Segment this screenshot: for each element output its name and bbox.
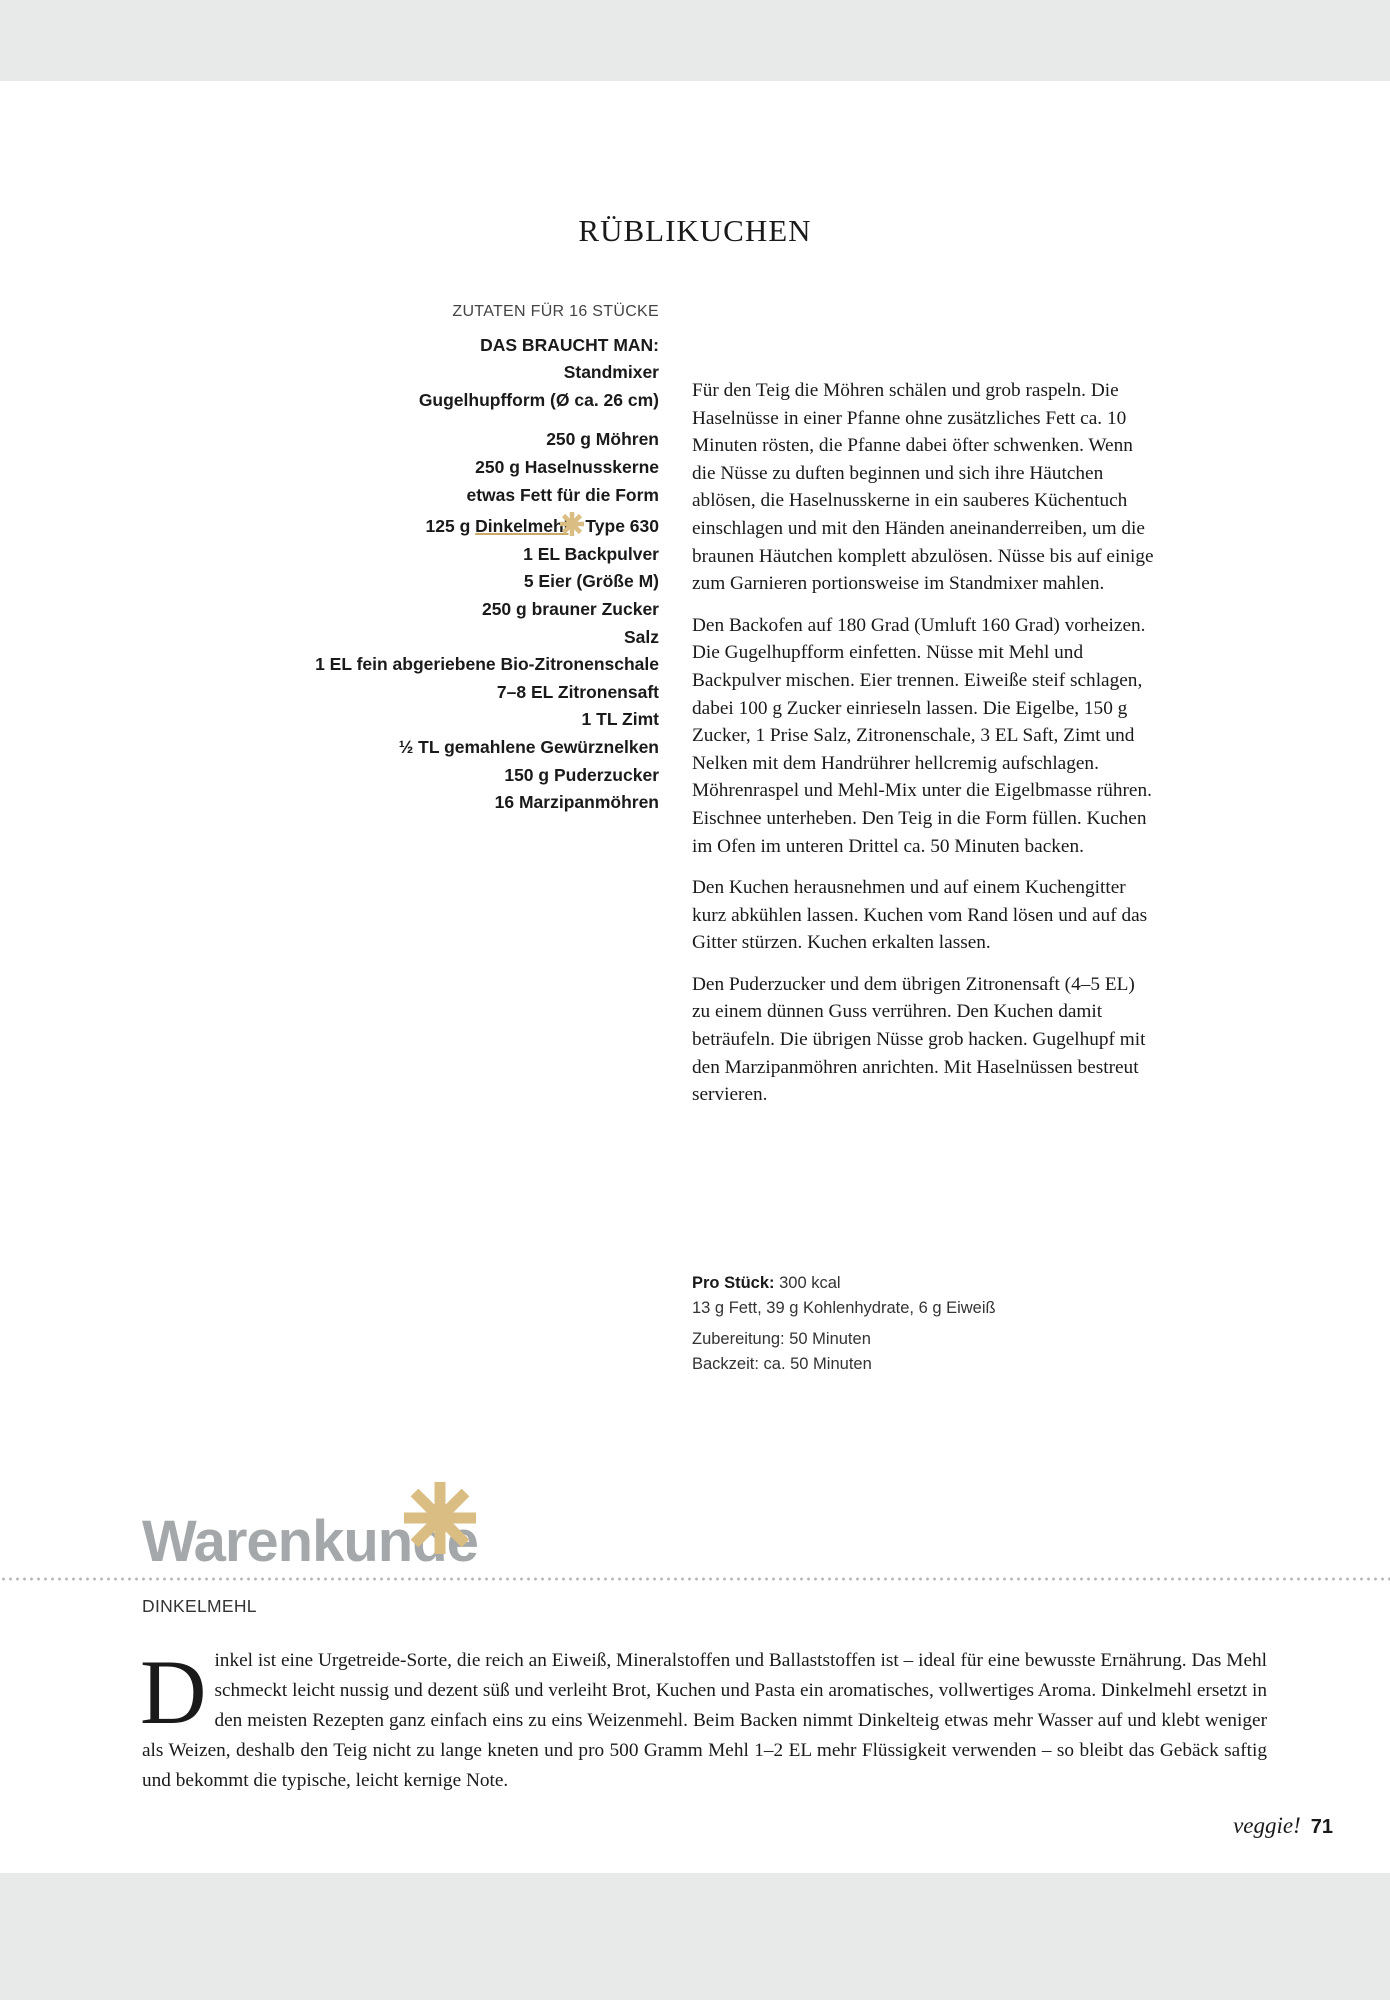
recipe-yield: ZUTATEN FÜR 16 STÜCKE [452,303,659,320]
page-number: 71 [1310,1816,1333,1838]
magazine-brand: veggie! [1233,1813,1301,1838]
asterisk-icon [557,509,587,539]
dinkelmehl-glossary-link[interactable]: Dinkelmehl [475,516,569,537]
ingredient-item: 250 g Haselnusskerne [475,456,659,477]
macros: 13 g Fett, 39 g Kohlenhydrate, 6 g Eiweiß [692,1299,996,1317]
ingredient-item: 150 g Puderzucker [504,764,659,785]
dotted-divider [0,1577,1390,1581]
ingredient-item: ½ TL gemahlene Gewürznelken [398,736,659,757]
ingredient-item: etwas Fett für die Form [466,484,659,505]
method-paragraph: Den Backofen auf 180 Grad (Umluft 160 Grad) vorheizen. Die Gugelhupfform einfetten. Nüsse mit Mehl und Backpulver mischen. Eier trennen. Eiweiße steif schlagen, dabei 100 g Zucker einrieseln lassen. Die Eigelbe, 150 g Zucker, 1 Prise Salz, Zitronenschale, 3 EL Saft, Zimt und Nelken mit dem Handrührer hellcremig aufschlagen. Möhrenraspel und Mehl-Mix unter die Eigelbmasse rühren. Eischnee unterheben. Den Teig in die Form füllen. Kuchen im Ofen im unteren Drittel ca. 50 Minuten backen. [692,614,1152,857]
ingredient-item: 1 EL Backpulver [523,543,659,564]
tools-heading: DAS BRAUCHT MAN: [480,334,659,355]
ingredient-item: 250 g brauner Zucker [481,598,659,619]
top-margin-band [0,0,1390,81]
ingredient-item: 7–8 EL Zitronensaft [496,681,659,702]
nutrition-label: Pro Stück: [692,1274,775,1292]
calories: 300 kcal [779,1274,841,1292]
asterisk-icon [400,1478,480,1558]
drop-cap: D [140,1641,207,1743]
ingredient-item: 250 g Möhren [546,429,659,450]
bottom-margin-band [0,1873,1390,2000]
tool-item: Standmixer [563,362,659,383]
page-footer [1233,1813,1333,1839]
method-paragraph: Für den Teig die Möhren schälen und grob raspeln. Die Haselnüsse in einer Pfanne ohne zusätzliches Fett ca. 10 Minuten rösten, die Pfanne dabei öfter schwenken. Wenn die Nüsse zu duften beginnen und sich ihre Häutchen ablösen, die Haselnusskerne in ein sauberes Küchentuch einschlagen und mit den Händen aneinanderreiben, um die braunen Häutchen komplett abzulösen. Nüsse bis auf einige zum Garnieren portionsweise im Standmixer mahlen. [692,380,1154,595]
bake-time: Backzeit: ca. 50 Minuten [692,1355,872,1373]
ingredient-item: 16 Marzipanmöhren [494,792,659,813]
method-paragraph: Den Kuchen herausnehmen und auf einem Kuchengitter kurz abkühlen lassen. Kuchen vom Rand lösen und auf das Gitter stürzen. Kuchen erkalten lassen. [692,877,1148,954]
warenkunde-body [140,1641,1267,1796]
tool-item: Gugelhupfform (Ø ca. 26 cm) [418,389,659,410]
method-steps [692,377,1156,1123]
ingredient-item: Salz [623,626,659,647]
recipe-title: RÜBLIKUCHEN [578,213,812,248]
warenkunde-paragraph: inkel ist eine Urgetreide-Sorte, die reich an Eiweiß, Mineralstoffen und Ballaststoffen ist – ideal für eine bewusste Ernährung. Das Mehl schmeckt leicht nussig und dezent süß und verleiht Brot, Kuchen und Pasta ein aromatisches, vollwertiges Aroma. Dinkelmehl ersetzt in den meisten Rezepten ganz einfach eins zu eins Weizenmehl. Beim Backen nimmt Dinkelteig etwas mehr Wasser auf und klebt weniger als Weizen, deshalb den Teig nicht zu lange kneten und pro 500 Gramm Mehl 1–2 EL mehr Flüssigkeit verwenden – so bleibt das Gebäck saftig und bekommt die typische, leicht kernige Note. [142,1650,1267,1791]
method-paragraph: Den Puderzucker und dem übrigen Zitronensaft (4–5 EL) zu einem dünnen Guss verrühren. Den Kuchen damit beträufeln. Die übrigen Nüsse grob hacken. Gugelhupf mit den Marzipanmöhren anrichten. Mit Haselnüssen bestreut servieren. [692,973,1146,1106]
ingredient-item: 1 TL Zimt [581,709,659,730]
warenkunde-subheading: DINKELMEHL [142,1596,257,1616]
nutrition-info [692,1271,1152,1377]
warenkunde-heading: Warenkunde [142,1509,478,1574]
ingredient-item: 5 Eier (Größe M) [523,571,659,592]
ingredient-list [239,298,659,817]
ingredient-item: 1 EL fein abgeriebene Bio-Zitronenschale [315,654,659,675]
ingredient-item-dinkelmehl: 125 g Dinkelmehl Type 630 [239,509,659,541]
prep-time: Zubereitung: 50 Minuten [692,1330,871,1348]
